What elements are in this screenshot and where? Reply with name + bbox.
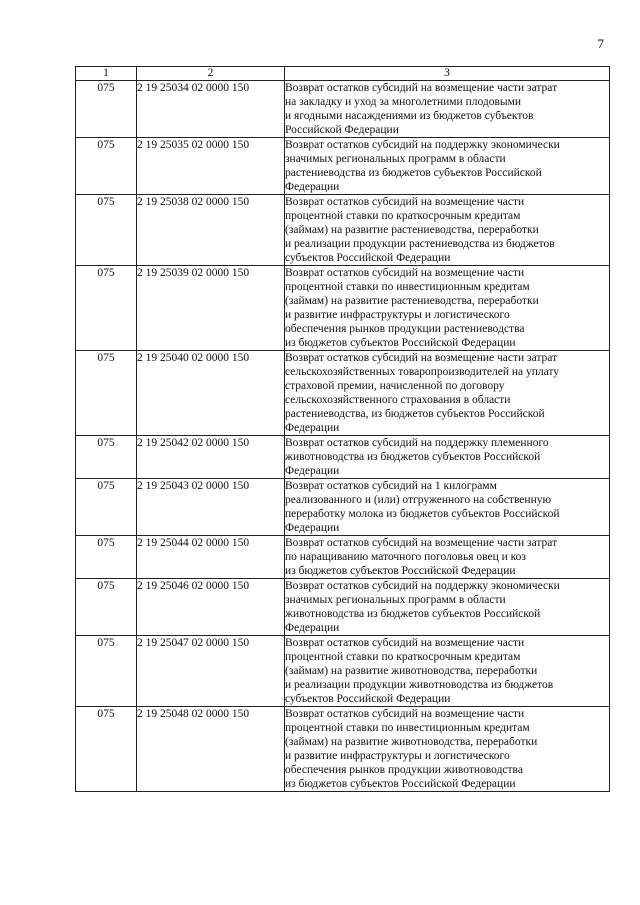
- description-line: процентной ставки по инвестиционным кредитам: [285, 281, 530, 293]
- description-line: растениеводства из бюджетов субъектов Российской: [285, 167, 542, 179]
- description-line: Российской Федерации: [285, 124, 399, 136]
- description-line: по наращиванию маточного поголовья овец и коз: [285, 551, 526, 563]
- description-line: (займам) на развитие растениеводства, переработки: [285, 224, 539, 236]
- description-line: субъектов Российской Федерации: [285, 252, 451, 264]
- description-cell: [285, 138, 610, 195]
- description-cell: [285, 351, 610, 436]
- admin-code-cell: 075: [76, 138, 137, 195]
- description-line: процентной ставки по инвестиционным кредитам: [285, 722, 530, 734]
- budget-classification-code-cell: 2 19 25038 02 0000 150: [137, 195, 285, 266]
- admin-code-cell: 075: [76, 436, 137, 479]
- description-line: Возврат остатков субсидий на возмещение части: [285, 196, 525, 208]
- budget-codes-table: [75, 66, 610, 792]
- table-header-row: [76, 67, 610, 81]
- table-row: [76, 138, 610, 195]
- budget-classification-code-cell: 2 19 25046 02 0000 150: [137, 579, 285, 636]
- budget-classification-code-cell: 2 19 25043 02 0000 150: [137, 479, 285, 536]
- description-line: Возврат остатков субсидий на 1 килограмм: [285, 480, 497, 492]
- description-line: Возврат остатков субсидий на возмещение части затрат: [285, 82, 558, 94]
- header-col-1: 1: [76, 67, 137, 81]
- description-line: Возврат остатков субсидий на поддержку экономически: [285, 580, 560, 592]
- table-row: [76, 707, 610, 792]
- description-line: Федерации: [285, 465, 340, 477]
- page-number: 7: [597, 36, 604, 51]
- description-line: (займам) на развитие животноводства, переработки: [285, 736, 538, 748]
- description-line: процентной ставки по краткосрочным кредитам: [285, 651, 521, 663]
- description-line: животноводства из бюджетов субъектов Российской: [285, 451, 541, 463]
- description-line: и реализации продукции животноводства из бюджетов: [285, 679, 554, 691]
- budget-classification-code-cell: 2 19 25044 02 0000 150: [137, 536, 285, 579]
- description-cell: [285, 479, 610, 536]
- description-line: значимых региональных программ в области: [285, 594, 506, 606]
- description-line: переработку молока из бюджетов субъектов Российской: [285, 508, 560, 520]
- description-line: из бюджетов субъектов Российской Федерации: [285, 565, 516, 577]
- budget-classification-code-cell: 2 19 25035 02 0000 150: [137, 138, 285, 195]
- table-row: [76, 266, 610, 351]
- description-line: Федерации: [285, 622, 340, 634]
- description-line: Федерации: [285, 422, 340, 434]
- description-line: реализованного и (или) отгруженного на собственную: [285, 494, 552, 506]
- table-row: [76, 351, 610, 436]
- table-row: [76, 195, 610, 266]
- admin-code-cell: 075: [76, 266, 137, 351]
- description-line: (займам) на развитие животноводства, переработки: [285, 665, 538, 677]
- table-body: [76, 81, 610, 792]
- description-line: и ягодными насаждениями из бюджетов субъектов: [285, 110, 534, 122]
- budget-classification-code-cell: 2 19 25039 02 0000 150: [137, 266, 285, 351]
- header-col-2: 2: [137, 67, 285, 81]
- admin-code-cell: 075: [76, 707, 137, 792]
- description-line: Возврат остатков субсидий на возмещение части затрат: [285, 352, 558, 364]
- description-cell: [285, 707, 610, 792]
- budget-classification-code-cell: 2 19 25047 02 0000 150: [137, 636, 285, 707]
- budget-classification-code-cell: 2 19 25034 02 0000 150: [137, 81, 285, 138]
- description-cell: [285, 266, 610, 351]
- description-line: растениеводства, из бюджетов субъектов Российской: [285, 408, 545, 420]
- description-line: Возврат остатков субсидий на поддержку экономически: [285, 139, 560, 151]
- admin-code-cell: 075: [76, 81, 137, 138]
- admin-code-cell: 075: [76, 536, 137, 579]
- table-row: [76, 436, 610, 479]
- header-col-3: 3: [285, 67, 610, 81]
- description-line: значимых региональных программ в области: [285, 153, 506, 165]
- table-row: [76, 579, 610, 636]
- description-cell: [285, 81, 610, 138]
- description-line: из бюджетов субъектов Российской Федерации: [285, 778, 516, 790]
- description-line: сельскохозяйственных товаропроизводителей на уплату: [285, 366, 560, 378]
- table-row: [76, 636, 610, 707]
- table-row: [76, 536, 610, 579]
- description-line: Федерации: [285, 181, 340, 193]
- table-header: [76, 67, 610, 81]
- description-line: процентной ставки по краткосрочным кредитам: [285, 210, 521, 222]
- description-line: на закладку и уход за многолетними плодовыми: [285, 96, 522, 108]
- description-line: и развитие инфраструктуры и логистического: [285, 750, 510, 762]
- description-line: сельскохозяйственного страхования в области: [285, 394, 511, 406]
- description-cell: [285, 536, 610, 579]
- description-line: Федерации: [285, 522, 340, 534]
- description-cell: [285, 636, 610, 707]
- description-line: (займам) на развитие растениеводства, переработки: [285, 295, 539, 307]
- description-line: обеспечения рынков продукции животноводства: [285, 764, 523, 776]
- description-cell: [285, 579, 610, 636]
- description-line: и реализации продукции растениеводства из бюджетов: [285, 238, 555, 250]
- table-row: [76, 479, 610, 536]
- description-line: Возврат остатков субсидий на возмещение части: [285, 708, 525, 720]
- admin-code-cell: 075: [76, 479, 137, 536]
- description-line: и развитие инфраструктуры и логистического: [285, 309, 510, 321]
- budget-classification-code-cell: 2 19 25042 02 0000 150: [137, 436, 285, 479]
- description-line: обеспечения рынков продукции растениеводства: [285, 323, 525, 335]
- admin-code-cell: 075: [76, 351, 137, 436]
- description-cell: [285, 436, 610, 479]
- admin-code-cell: 075: [76, 579, 137, 636]
- description-line: субъектов Российской Федерации: [285, 693, 451, 705]
- description-line: Возврат остатков субсидий на возмещение части затрат: [285, 537, 558, 549]
- description-line: Возврат остатков субсидий на возмещение части: [285, 637, 525, 649]
- description-cell: [285, 195, 610, 266]
- budget-classification-code-cell: 2 19 25048 02 0000 150: [137, 707, 285, 792]
- budget-classification-code-cell: 2 19 25040 02 0000 150: [137, 351, 285, 436]
- description-line: Возврат остатков субсидий на поддержку племенного: [285, 437, 549, 449]
- description-line: Возврат остатков субсидий на возмещение части: [285, 267, 525, 279]
- description-line: страховой премии, начисленной по договору: [285, 380, 505, 392]
- admin-code-cell: 075: [76, 195, 137, 266]
- description-line: животноводства из бюджетов субъектов Российской: [285, 608, 541, 620]
- table-row: [76, 81, 610, 138]
- admin-code-cell: 075: [76, 636, 137, 707]
- description-line: из бюджетов субъектов Российской Федерации: [285, 337, 516, 349]
